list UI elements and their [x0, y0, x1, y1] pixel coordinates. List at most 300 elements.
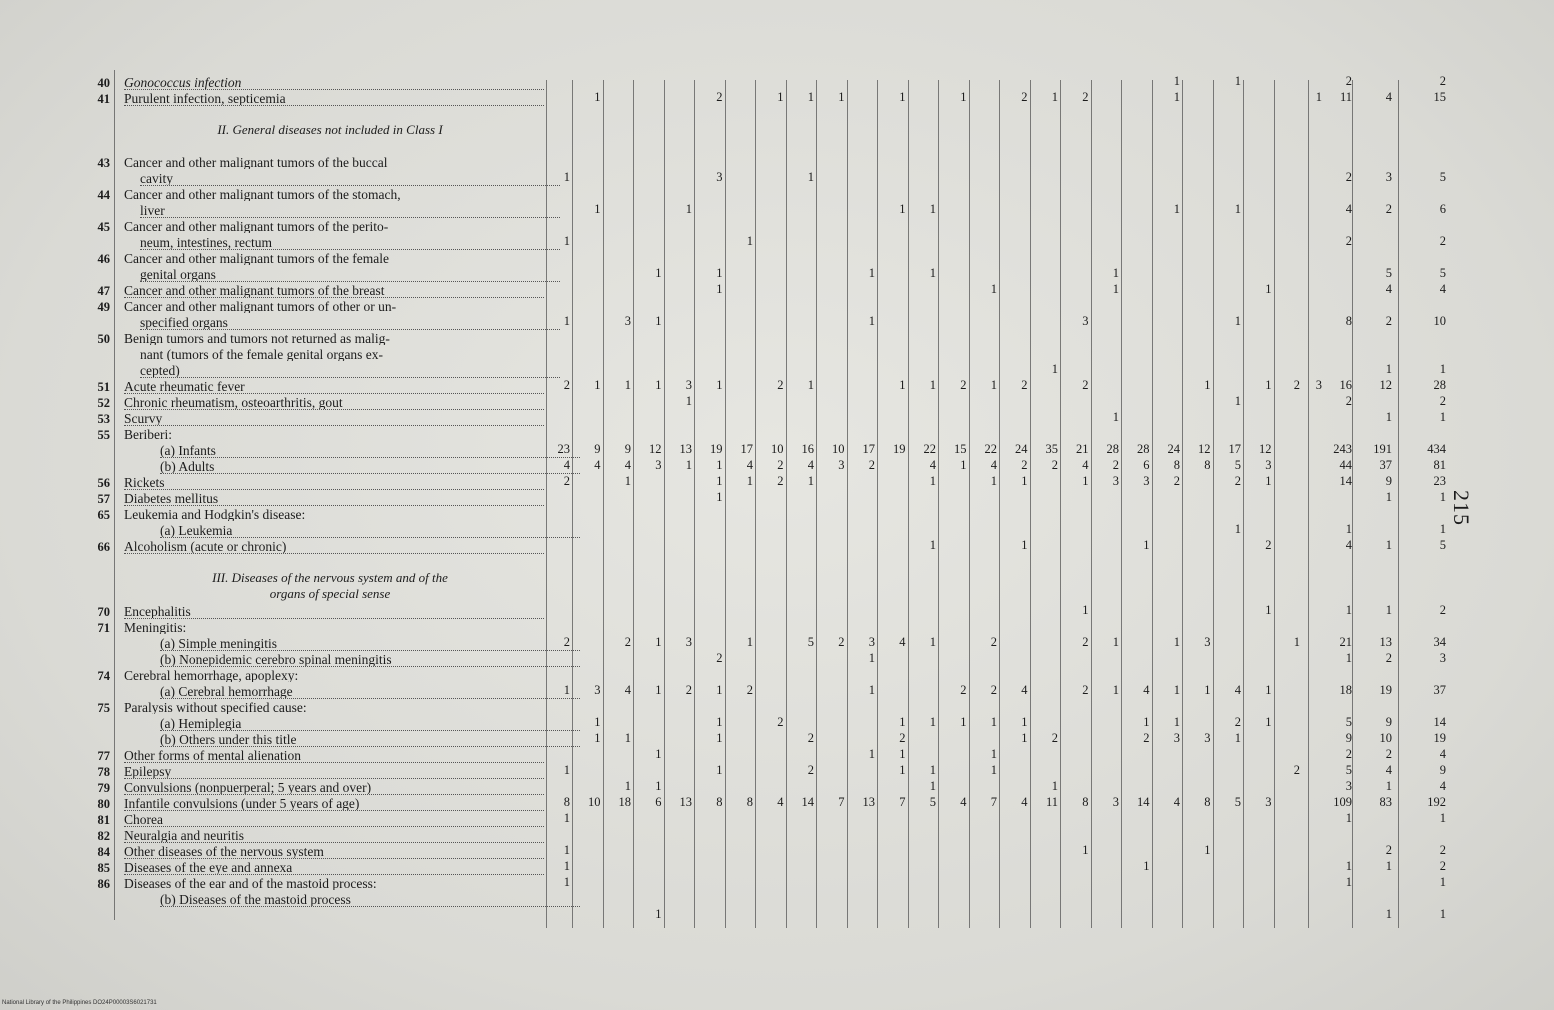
- table-cell: 1: [1082, 843, 1089, 857]
- total-cell: 5: [1345, 763, 1352, 777]
- grand-total-cell: 2: [1439, 859, 1446, 873]
- table-cell: 7: [838, 795, 845, 809]
- table-cell: 2: [960, 683, 967, 697]
- grand-total-cell: 19: [1433, 731, 1446, 745]
- table-cell: 19: [710, 442, 723, 456]
- grand-total-cell: 4: [1439, 282, 1446, 296]
- cause-number: 47: [97, 284, 110, 298]
- column-rule: [1243, 80, 1244, 928]
- total-cell: 2: [1385, 747, 1392, 761]
- table-row: [0, 780, 1554, 796]
- total-cell: 2: [1385, 651, 1392, 665]
- cause-label: Cancer and other malignant tumors of the perito-: [124, 219, 389, 233]
- table-row: [0, 219, 1554, 235]
- grand-total-cell: 1: [1439, 522, 1446, 536]
- table-cell: 1: [960, 90, 967, 104]
- table-cell: 2: [1173, 474, 1180, 488]
- table-cell: 24: [1167, 442, 1180, 456]
- cause-number: 51: [97, 380, 110, 394]
- table-cell: 23: [557, 442, 570, 456]
- cause-label: (b) Others under this title: [160, 732, 580, 747]
- cause-label: Diabetes mellitus: [124, 491, 544, 506]
- table-cell: 1: [777, 90, 784, 104]
- table-cell: 2: [1293, 763, 1300, 777]
- total-cell: 12: [1379, 378, 1392, 392]
- table-cell: 2: [563, 378, 570, 392]
- table-cell: 1: [685, 202, 692, 216]
- table-cell: 5: [807, 635, 814, 649]
- grand-total-cell: 1: [1439, 811, 1446, 825]
- table-cell: 1: [1112, 282, 1119, 296]
- total-cell: 243: [1333, 442, 1352, 456]
- table-cell: 8: [716, 795, 723, 809]
- table-cell: 2: [899, 731, 906, 745]
- table-row: [0, 860, 1554, 876]
- total-cell: 1: [1345, 859, 1352, 873]
- grand-total-cell: 34: [1433, 635, 1446, 649]
- table-cell: 3: [838, 458, 845, 472]
- table-cell: 16: [801, 442, 814, 456]
- table-cell: 1: [1112, 683, 1119, 697]
- total-cell: 1: [1385, 907, 1392, 921]
- table-cell: 1: [1204, 843, 1211, 857]
- table-cell: 17: [862, 442, 875, 456]
- table-cell: 2: [563, 635, 570, 649]
- total-cell: 1: [1385, 779, 1392, 793]
- total-cell: 16: [1339, 378, 1352, 392]
- table-cell: 28: [1137, 442, 1150, 456]
- table-cell: 6: [655, 795, 662, 809]
- table-cell: 4: [777, 795, 784, 809]
- section-heading-class-3-line-1: III. Diseases of the nervous system and of the: [212, 570, 448, 585]
- cause-label: genital organs: [140, 267, 560, 282]
- table-row: [0, 812, 1554, 828]
- cause-label: (a) Simple meningitis: [160, 636, 580, 651]
- table-cell: 4: [746, 458, 753, 472]
- table-cell: 2: [685, 683, 692, 697]
- table-cell: 1: [594, 731, 601, 745]
- total-cell: 8: [1345, 314, 1352, 328]
- table-cell: 1: [1021, 538, 1028, 552]
- table-cell: 1: [1234, 314, 1241, 328]
- table-cell: 2: [1021, 378, 1028, 392]
- table-cell: 4: [1021, 683, 1028, 697]
- table-cell: 1: [685, 394, 692, 408]
- cause-label: Beriberi:: [124, 427, 172, 441]
- table-row: [0, 251, 1554, 267]
- table-row: [0, 75, 1554, 91]
- table-cell: 1: [746, 635, 753, 649]
- table-cell: 14: [1137, 795, 1150, 809]
- total-cell: 2: [1345, 394, 1352, 408]
- cause-number: 50: [97, 332, 110, 346]
- table-cell: 2: [1021, 458, 1028, 472]
- cause-number: 79: [97, 781, 110, 795]
- grand-total-cell: 81: [1433, 458, 1446, 472]
- table-row: [0, 315, 1554, 331]
- cause-number: 78: [97, 765, 110, 779]
- table-cell: 2: [1293, 378, 1300, 392]
- table-cell: 1: [716, 683, 723, 697]
- table-cell: 1: [1204, 683, 1211, 697]
- table-cell: 1: [1265, 715, 1272, 729]
- table-cell: 9: [594, 442, 601, 456]
- table-cell: 11: [1045, 795, 1058, 809]
- table-cell: 2: [1265, 538, 1272, 552]
- total-cell: 1: [1345, 811, 1352, 825]
- table-row: [0, 267, 1554, 283]
- table-row: [0, 523, 1554, 539]
- table-row: [0, 700, 1554, 716]
- table-cell: 1: [807, 474, 814, 488]
- table-row: [0, 748, 1554, 764]
- table-cell: 4: [807, 458, 814, 472]
- table-cell: 1: [624, 779, 631, 793]
- cause-number: 52: [97, 396, 110, 410]
- table-cell: 18: [618, 795, 631, 809]
- table-cell: 2: [990, 683, 997, 697]
- cause-label: Epilepsy: [124, 764, 544, 779]
- table-cell: 6: [1143, 458, 1150, 472]
- table-cell: 1: [990, 715, 997, 729]
- table-cell: 1: [655, 635, 662, 649]
- cause-label: (b) Adults: [160, 459, 580, 474]
- cause-number: 57: [97, 492, 110, 506]
- cause-label: Gonococcus infection: [124, 75, 544, 90]
- table-cell: 2: [1082, 635, 1089, 649]
- table-cell: 1: [929, 202, 936, 216]
- grand-total-cell: 1: [1439, 490, 1446, 504]
- table-cell: 1: [868, 266, 875, 280]
- table-cell: 1: [929, 779, 936, 793]
- table-cell: 1: [563, 811, 570, 825]
- table-cell: 3: [1204, 731, 1211, 745]
- table-cell: 15: [954, 442, 967, 456]
- table-cell: 3: [1265, 795, 1272, 809]
- table-cell: 8: [1204, 795, 1211, 809]
- total-cell: 1: [1385, 859, 1392, 873]
- table-cell: 13: [679, 442, 692, 456]
- table-cell: 3: [655, 458, 662, 472]
- table-row: [0, 187, 1554, 203]
- table-cell: 2: [1143, 731, 1150, 745]
- table-cell: 1: [563, 843, 570, 857]
- table-cell: 1: [1051, 90, 1058, 104]
- table-cell: 1: [716, 474, 723, 488]
- table-cell: 1: [929, 266, 936, 280]
- cause-label: liver: [140, 203, 560, 218]
- table-cell: 1: [1315, 90, 1322, 104]
- grand-total-cell: 2: [1439, 843, 1446, 857]
- table-cell: 1: [655, 378, 662, 392]
- table-cell: 2: [624, 635, 631, 649]
- cause-label: cavity: [140, 171, 560, 186]
- table-row: [0, 491, 1554, 507]
- table-cell: 1: [624, 474, 631, 488]
- grand-total-cell: 9: [1439, 763, 1446, 777]
- section-heading-class-3-line-2: organs of special sense: [269, 586, 391, 601]
- total-cell: 109: [1333, 795, 1352, 809]
- table-cell: 2: [838, 635, 845, 649]
- table-cell: 1: [929, 715, 936, 729]
- total-cell: 11: [1339, 90, 1352, 104]
- table-cell: 1: [868, 314, 875, 328]
- column-rule: [908, 80, 909, 928]
- table-cell: 2: [807, 731, 814, 745]
- table-cell: 1: [1234, 522, 1241, 536]
- table-cell: 3: [1204, 635, 1211, 649]
- table-cell: 1: [716, 763, 723, 777]
- cause-number: 80: [97, 797, 110, 811]
- table-cell: 1: [899, 747, 906, 761]
- total-cell: 2: [1345, 170, 1352, 184]
- section-heading-class-2: II. General diseases not included in Class I: [217, 122, 443, 137]
- column-rule: [603, 80, 604, 928]
- cause-label: nant (tumors of the female genital organs ex-: [140, 347, 384, 361]
- table-cell: 7: [899, 795, 906, 809]
- table-cell: 1: [1082, 474, 1089, 488]
- total-cell: 13: [1379, 635, 1392, 649]
- table-cell: 4: [624, 458, 631, 472]
- table-cell: 8: [1204, 458, 1211, 472]
- total-cell: 19: [1379, 683, 1392, 697]
- table-cell: 1: [1082, 603, 1089, 617]
- table-cell: 2: [807, 763, 814, 777]
- table-cell: 2: [1021, 90, 1028, 104]
- column-rule: [1182, 80, 1183, 928]
- table-cell: 4: [960, 795, 967, 809]
- table-cell: 1: [990, 763, 997, 777]
- table-cell: 1: [990, 282, 997, 296]
- table-cell: 22: [923, 442, 936, 456]
- table-row: [0, 892, 1554, 908]
- table-cell: 1: [563, 170, 570, 184]
- table-row: [0, 203, 1554, 219]
- column-rule: [546, 80, 547, 928]
- table-cell: 4: [624, 683, 631, 697]
- cause-label: neum, intestines, rectum: [140, 235, 560, 250]
- total-cell: 2: [1345, 747, 1352, 761]
- column-rule: [816, 80, 817, 928]
- cause-label: Chorea: [124, 812, 544, 827]
- table-cell: 3: [1082, 314, 1089, 328]
- grand-total-cell: 2: [1439, 74, 1446, 88]
- grand-total-cell: 37: [1433, 683, 1446, 697]
- table-cell: 1: [929, 538, 936, 552]
- table-cell: 2: [990, 635, 997, 649]
- table-row: [0, 828, 1554, 844]
- table-cell: 1: [899, 90, 906, 104]
- table-cell: 1: [716, 490, 723, 504]
- table-cell: 1: [990, 747, 997, 761]
- total-cell: 2: [1345, 234, 1352, 248]
- table-row: [0, 620, 1554, 636]
- column-rule: [1274, 80, 1275, 928]
- table-cell: 17: [1228, 442, 1241, 456]
- cause-label: Scurvy: [124, 411, 544, 426]
- cause-number: 85: [97, 861, 110, 875]
- cause-label: Alcoholism (acute or chronic): [124, 539, 544, 554]
- table-row: [0, 331, 1554, 347]
- cause-label: Rickets: [124, 475, 544, 490]
- total-cell: 44: [1339, 458, 1352, 472]
- table-cell: 2: [746, 683, 753, 697]
- table-cell: 1: [899, 763, 906, 777]
- table-cell: 1: [1265, 603, 1272, 617]
- column-rule: [938, 80, 939, 928]
- cause-number: 74: [97, 669, 110, 683]
- table-cell: 1: [1143, 859, 1150, 873]
- table-row: [0, 283, 1554, 299]
- table-cell: 1: [1265, 474, 1272, 488]
- grand-total-cell: 5: [1439, 538, 1446, 552]
- table-cell: 1: [1143, 538, 1150, 552]
- column-rule: [786, 80, 787, 928]
- table-cell: 1: [929, 474, 936, 488]
- cause-label: Cancer and other malignant tumors of the breast: [124, 283, 544, 298]
- cause-label: Purulent infection, septicemia: [124, 91, 544, 106]
- table-cell: 21: [1076, 442, 1089, 456]
- cause-number: 84: [97, 845, 110, 859]
- table-cell: 1: [1234, 74, 1241, 88]
- cause-label: Chronic rheumatism, osteoarthritis, gout: [124, 395, 544, 410]
- column-rule: [1152, 80, 1153, 928]
- table-cell: 1: [746, 234, 753, 248]
- table-cell: 1: [624, 378, 631, 392]
- table-row: [0, 299, 1554, 315]
- cause-label: Acute rheumatic fever: [124, 379, 544, 394]
- table-cell: 10: [588, 795, 601, 809]
- cause-label: (a) Leukemia: [160, 523, 580, 538]
- table-cell: 1: [1173, 90, 1180, 104]
- table-cell: 1: [594, 202, 601, 216]
- total-cell: 14: [1339, 474, 1352, 488]
- table-cell: 2: [868, 458, 875, 472]
- table-cell: 4: [1021, 795, 1028, 809]
- total-cell: 4: [1385, 282, 1392, 296]
- column-rule: [999, 80, 1000, 928]
- table-row: [0, 539, 1554, 555]
- grand-total-cell: 5: [1439, 266, 1446, 280]
- cause-label: Cerebral hemorrhage, apoplexy:: [124, 668, 299, 682]
- table-cell: 2: [716, 90, 723, 104]
- table-cell: 3: [1112, 795, 1119, 809]
- column-rule: [1030, 80, 1031, 928]
- table-cell: 1: [716, 282, 723, 296]
- total-cell: 2: [1385, 314, 1392, 328]
- table-row: [0, 507, 1554, 523]
- table-cell: 1: [1051, 362, 1058, 376]
- table-cell: 1: [655, 907, 662, 921]
- table-cell: 1: [1021, 731, 1028, 745]
- total-cell: 3: [1385, 170, 1392, 184]
- column-rule: [572, 80, 573, 928]
- table-cell: 1: [655, 747, 662, 761]
- cause-label: (a) Hemiplegia: [160, 716, 580, 731]
- table-cell: 1: [868, 747, 875, 761]
- table-row: [0, 764, 1554, 780]
- total-cell: 10: [1379, 731, 1392, 745]
- table-cell: 1: [1021, 474, 1028, 488]
- table-cell: 12: [1259, 442, 1272, 456]
- total-cell: 1: [1345, 651, 1352, 665]
- cause-label: Diseases of the eye and annexa: [124, 860, 544, 875]
- cause-label: Cancer and other malignant tumors of the buccal: [124, 155, 388, 169]
- table-cell: 1: [1021, 715, 1028, 729]
- grand-total-cell: 28: [1433, 378, 1446, 392]
- grand-total-cell: 1: [1439, 875, 1446, 889]
- table-row: [0, 652, 1554, 668]
- cause-label: Convulsions (nonpuerperal; 5 years and over): [124, 780, 544, 795]
- cause-number: 41: [97, 92, 110, 106]
- cause-label: Cancer and other malignant tumors of other or un-: [124, 299, 397, 313]
- table-cell: 1: [960, 458, 967, 472]
- total-cell: 1: [1385, 603, 1392, 617]
- cause-label: (b) Nonepidemic cerebro spinal meningitis: [160, 652, 580, 667]
- table-row: [0, 604, 1554, 620]
- cause-label: Cancer and other malignant tumors of the female: [124, 251, 390, 265]
- grand-total-cell: 4: [1439, 747, 1446, 761]
- table-cell: 4: [1173, 795, 1180, 809]
- total-cell: 83: [1379, 795, 1392, 809]
- table-cell: 1: [990, 378, 997, 392]
- cause-label: Other forms of mental alienation: [124, 748, 544, 763]
- grand-total-cell: 2: [1439, 603, 1446, 617]
- table-cell: 4: [1234, 683, 1241, 697]
- table-cell: 3: [1265, 458, 1272, 472]
- table-cell: 1: [655, 314, 662, 328]
- table-cell: 4: [563, 458, 570, 472]
- table-row: [0, 636, 1554, 652]
- table-cell: 1: [746, 474, 753, 488]
- grand-total-cell: 2: [1439, 234, 1446, 248]
- cause-label: Diseases of the ear and of the mastoid process:: [124, 876, 377, 890]
- cause-label: cepted): [140, 363, 560, 378]
- column-rule: [847, 80, 848, 928]
- column-rule: [1060, 80, 1061, 928]
- table-cell: 22: [984, 442, 997, 456]
- total-cell: 4: [1385, 90, 1392, 104]
- table-cell: 8: [1082, 795, 1089, 809]
- cause-number: 82: [97, 829, 110, 843]
- grand-total-cell: 10: [1433, 314, 1446, 328]
- cause-number: 81: [97, 813, 110, 827]
- table-cell: 2: [1082, 683, 1089, 697]
- table-cell: 2: [1082, 378, 1089, 392]
- total-cell: 1: [1345, 522, 1352, 536]
- table-cell: 1: [990, 474, 997, 488]
- cause-label: Meningitis:: [124, 620, 187, 634]
- grand-total-cell: 6: [1439, 202, 1446, 216]
- column-rule: [633, 80, 634, 928]
- cause-label: specified organs: [140, 315, 560, 330]
- table-cell: 1: [868, 683, 875, 697]
- table-cell: 4: [594, 458, 601, 472]
- total-cell: 3: [1345, 779, 1352, 793]
- table-cell: 17: [740, 442, 753, 456]
- table-cell: 1: [1173, 715, 1180, 729]
- table-cell: 3: [594, 683, 601, 697]
- table-cell: 1: [1204, 378, 1211, 392]
- table-cell: 1: [807, 378, 814, 392]
- cause-number: 70: [97, 605, 110, 619]
- cause-number: 75: [97, 701, 110, 715]
- table-row: [0, 395, 1554, 411]
- total-cell: 9: [1345, 731, 1352, 745]
- table-cell: 2: [1112, 458, 1119, 472]
- total-cell: 5: [1345, 715, 1352, 729]
- table-cell: 1: [1143, 715, 1150, 729]
